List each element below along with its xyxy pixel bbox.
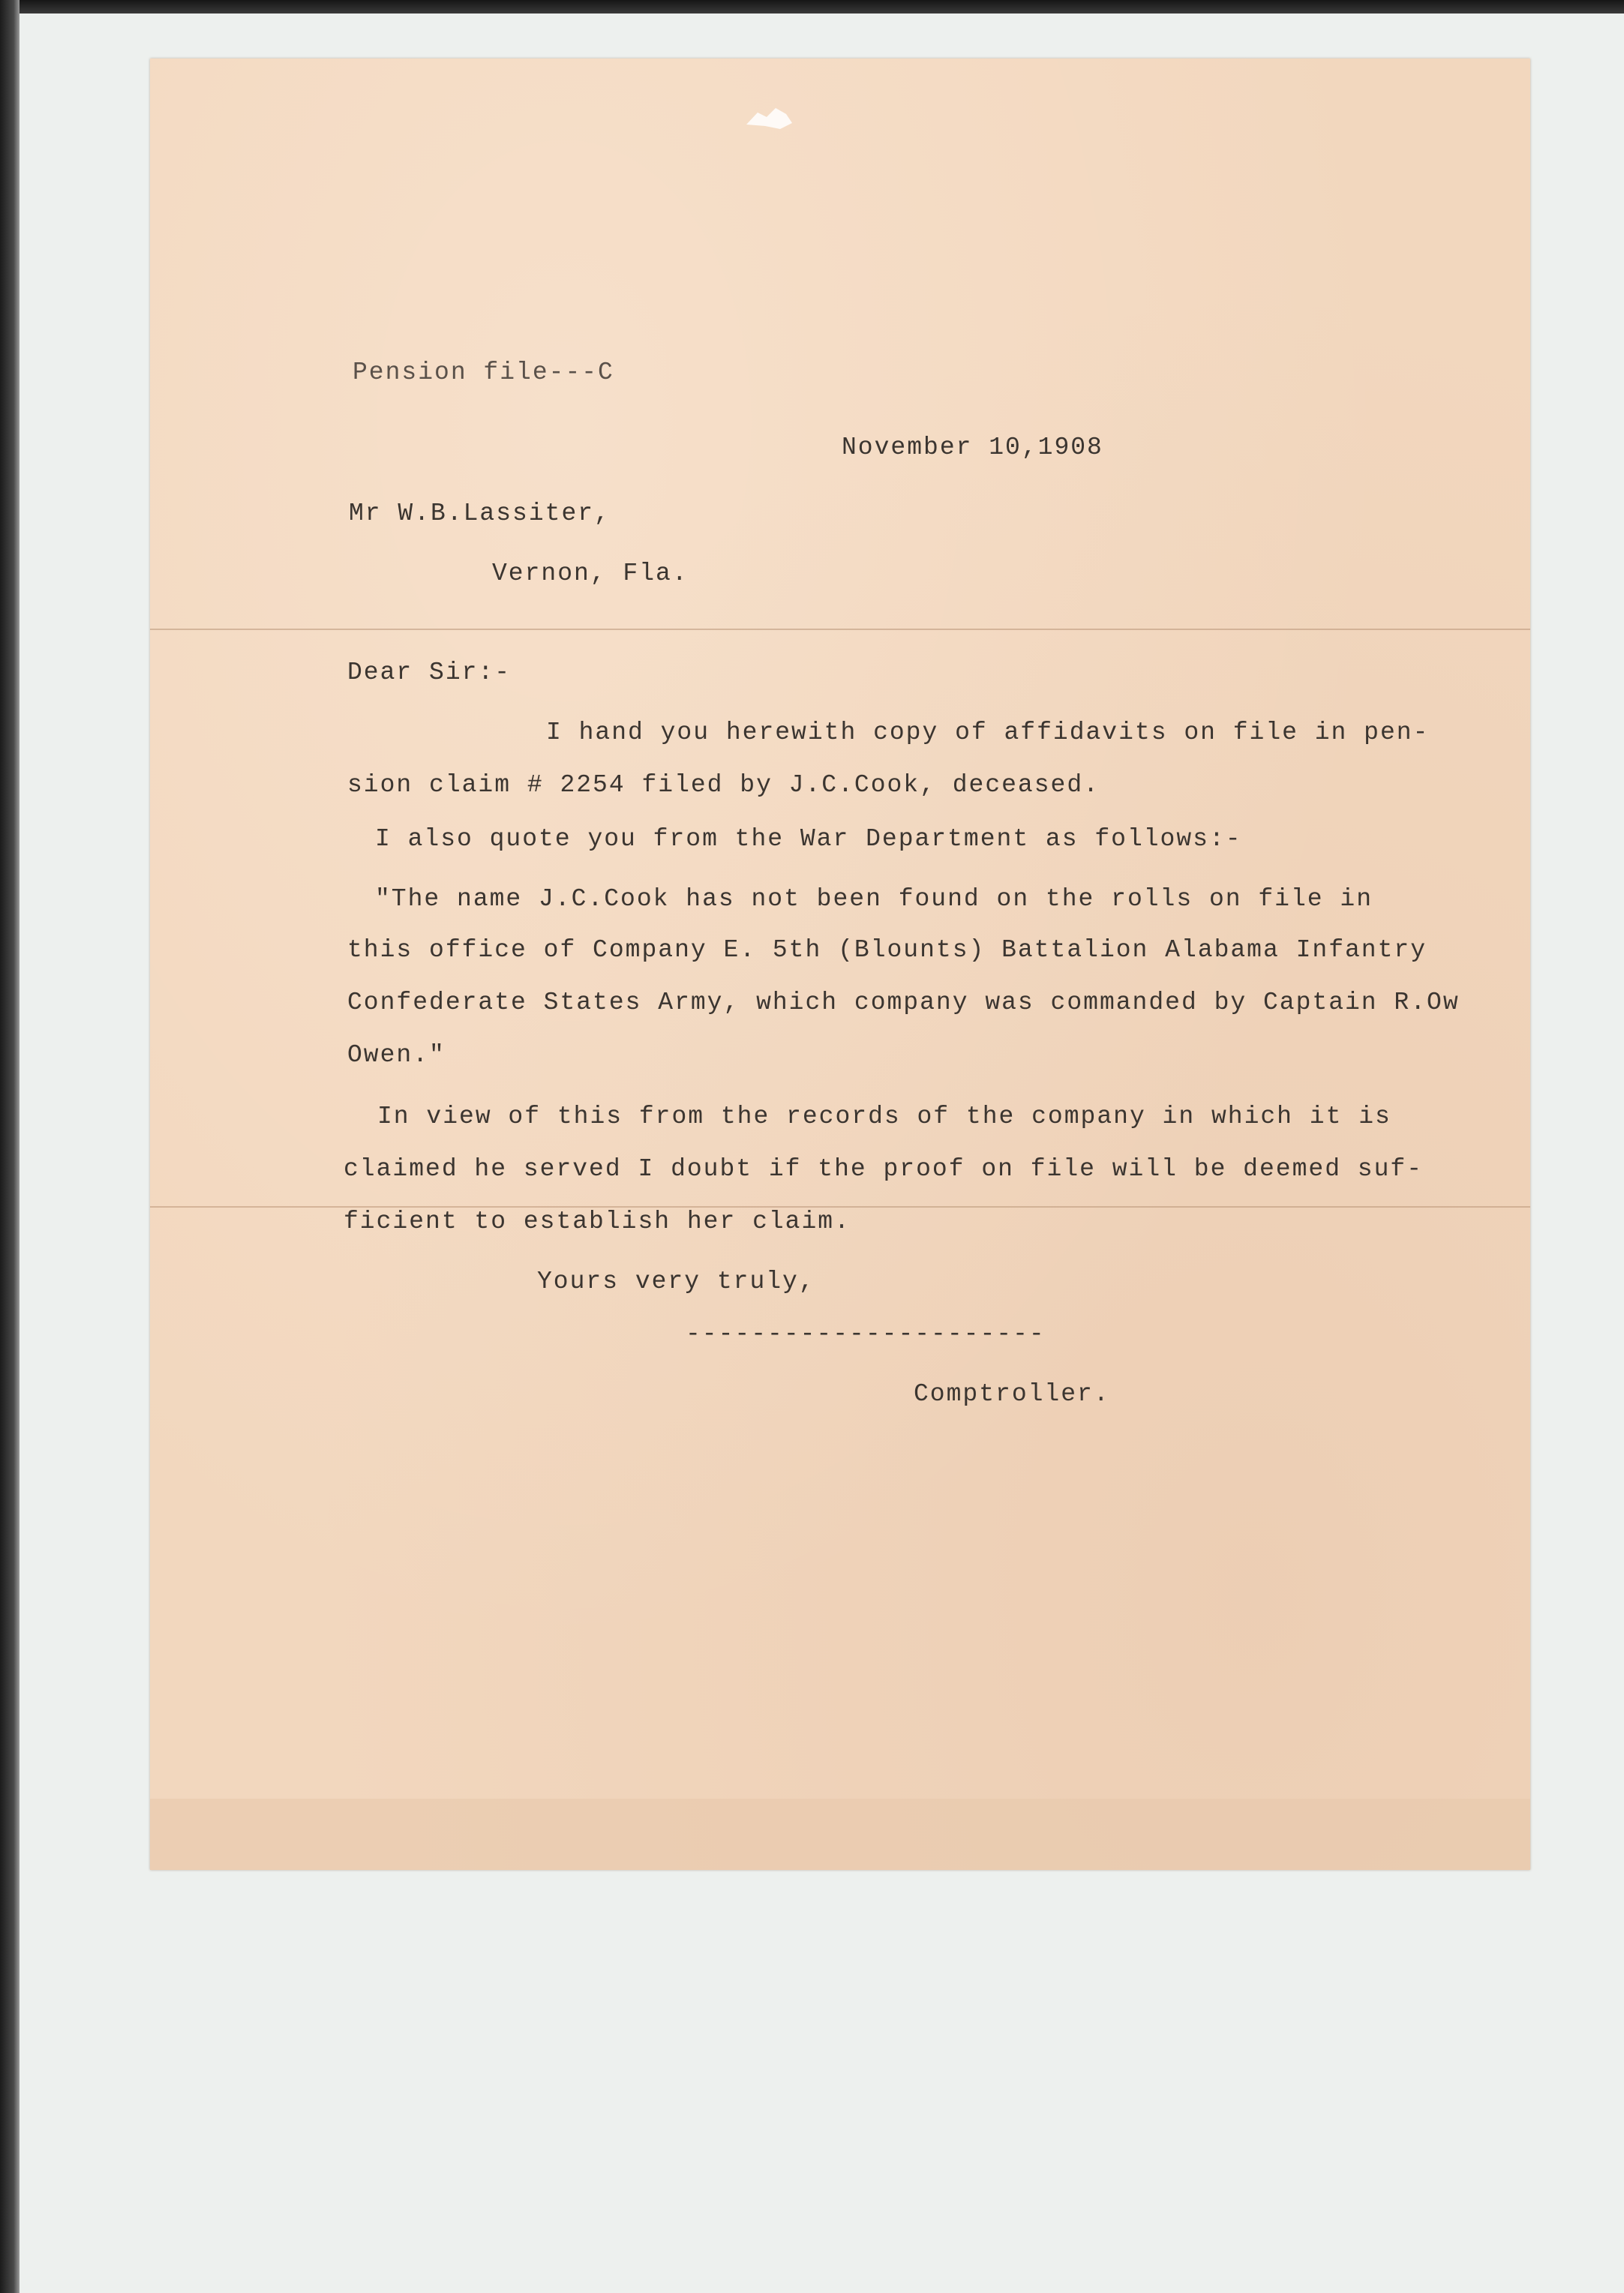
salutation: Dear Sir:- (347, 659, 512, 686)
scanner-left-edge (0, 0, 20, 2293)
quote-line: Owen." (347, 1041, 446, 1069)
paragraph-line: claimed he served I doubt if the proof on file will be deemed suf- (344, 1155, 1424, 1183)
paragraph-line: I hand you herewith copy of affidavits on file in pen- (546, 719, 1430, 746)
signature-title: Comptroller. (914, 1380, 1110, 1408)
letter-date: November 10,1908 (842, 434, 1103, 461)
quote-line: "The name J.C.Cook has not been found on the rolls on file in (375, 885, 1373, 913)
quote-line: this office of Company E. 5th (Blounts) Battalion Alabama Infantry (347, 936, 1427, 964)
paragraph-line: sion claim # 2254 filed by J.C.Cook, deceased. (347, 771, 1100, 799)
paragraph-line: ficient to establish her claim. (344, 1208, 851, 1235)
paragraph-line: I also quote you from the War Department as follows:- (375, 825, 1242, 853)
file-reference: Pension file---C (353, 359, 614, 386)
scanner-top-edge (0, 0, 1624, 14)
quote-line: Confederate States Army, which company was commanded by Captain R.Ow (347, 989, 1460, 1016)
fold-line (150, 629, 1530, 630)
paper-bottom-band (150, 1799, 1530, 1870)
paragraph-line: In view of this from the records of the company in which it is (377, 1103, 1391, 1130)
addressee-place: Vernon, Fla. (492, 560, 689, 587)
paper-tear-mark (743, 104, 795, 134)
signature-line: ---------------------- (686, 1320, 1046, 1348)
closing: Yours very truly, (537, 1268, 815, 1295)
addressee-name: Mr W.B.Lassiter, (349, 500, 611, 527)
letter-paper (150, 59, 1530, 1870)
